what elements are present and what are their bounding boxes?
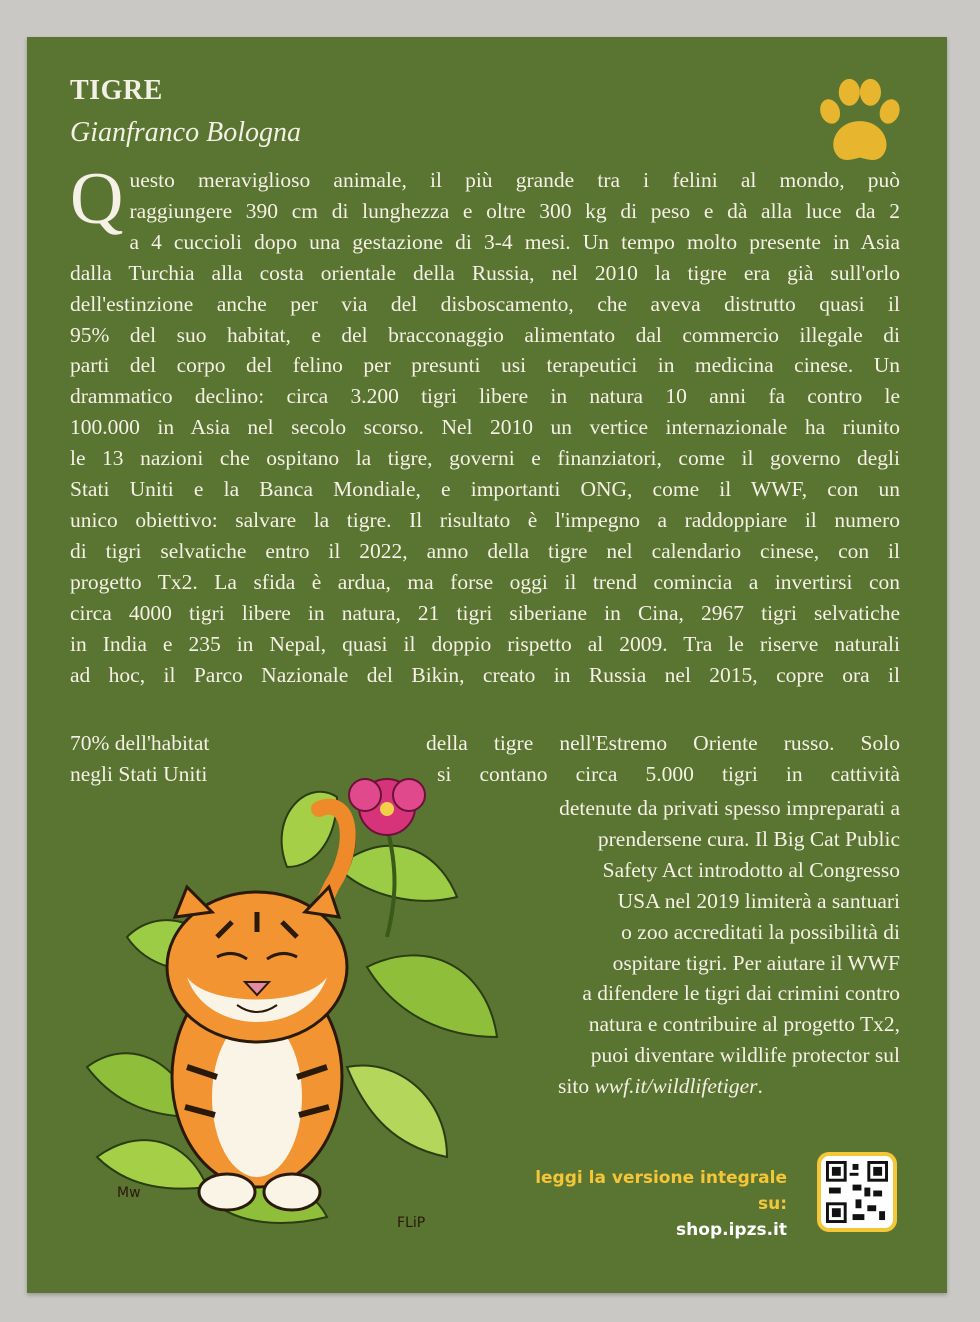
text-line: USA nel 2019 limiterà a santuari bbox=[617, 888, 900, 913]
text-line: drammatico declino: circa 3.200 tigri libere in natura 10 anni fa contro le bbox=[70, 384, 900, 409]
text-line: raggiungere 390 cm di lunghezza e oltre 300 kg di peso e dà alla luce da 2 bbox=[129, 198, 900, 223]
text-line: unico obiettivo: salvare la tigre. Il risultato è l'impegno a raddoppiare il numero bbox=[70, 507, 900, 532]
text-line: parti del corpo del felino per presunti usi terapeutici in medicina cinese. Un bbox=[70, 353, 900, 378]
tiger bbox=[167, 803, 354, 1210]
tiger-illustration bbox=[67, 737, 507, 1237]
artist-signature-left: Mw bbox=[117, 1185, 141, 1201]
text-line: di tigri selvatiche entro il 2022, anno della tigre nel calendario cinese, con il bbox=[70, 538, 900, 563]
text-line: progetto Tx2. La sfida è ardua, ma forse oggi il trend comincia a invertirsi con bbox=[70, 569, 900, 594]
text-line: le 13 nazioni che ospitano la tigre, governi e finanziatori, come il governo degli bbox=[70, 446, 900, 471]
wwf-link[interactable]: wwf.it/wildlifetiger bbox=[594, 1074, 758, 1099]
split-line-right: si contano circa 5.000 tigri in cattività bbox=[437, 762, 900, 786]
card-title: TIGRE bbox=[70, 75, 163, 106]
text-line: detenute da privati spesso impreparati a bbox=[559, 796, 900, 820]
text-line: 100.000 in Asia nel secolo scorso. Nel 2010 un vertice internazionale ha riunito bbox=[70, 415, 900, 440]
text-line: uesto meraviglioso animale, il più grande tra i felini al mondo, può bbox=[129, 168, 900, 192]
promo-url[interactable]: shop.ipzs.it bbox=[676, 1220, 787, 1240]
text-line: circa 4000 tigri libere in natura, 21 tigri siberiane in Cina, 2967 tigri selvatiche bbox=[70, 600, 900, 625]
split-line-right: della tigre nell'Estremo Oriente russo. Solo bbox=[426, 731, 900, 755]
text-line: dalla Turchia alla costa orientale della Russia, nel 2010 la tigre era già sull'orlo bbox=[70, 260, 900, 285]
text-line: puoi diventare wildlife protector sul bbox=[590, 1043, 900, 1068]
text-line: a 4 cuccioli dopo una gestazione di 3-4 mesi. Un tempo molto presente in Asia bbox=[129, 229, 900, 254]
qr-code-icon[interactable] bbox=[817, 1152, 897, 1232]
text-line: Stati Uniti e la Banca Mondiale, e importanti ONG, come il WWF, con un bbox=[70, 477, 900, 502]
paw-icon bbox=[809, 75, 905, 171]
article-body bbox=[70, 158, 900, 690]
text-line: ospitare tigri. Per aiutare il WWF bbox=[612, 950, 900, 975]
final-suffix: . bbox=[757, 1074, 763, 1099]
promo-block bbox=[517, 1165, 787, 1243]
right-column bbox=[480, 793, 900, 1102]
text-line: prendersene cura. Il Big Cat Public bbox=[597, 826, 900, 851]
card-author: Gianfranco Bologna bbox=[70, 117, 301, 148]
qr-code-pattern bbox=[826, 1161, 888, 1223]
text-line: Safety Act introdotto al Congresso bbox=[602, 857, 900, 882]
drop-cap: Q bbox=[70, 158, 124, 240]
artist-signature-right: FLiP bbox=[397, 1215, 426, 1231]
promo-label: leggi la versione integrale su: bbox=[535, 1168, 787, 1214]
text-line: 95% del suo habitat, e del bracconaggio alimentato dal commercio illegale di bbox=[70, 322, 900, 347]
text-line: dell'estinzione anche per via del disboscamento, che aveva distrutto quasi il bbox=[70, 291, 900, 316]
text-line: o zoo accreditati la possibilità di bbox=[621, 919, 900, 944]
text-line: natura e contribuire al progetto Tx2, bbox=[588, 1012, 900, 1037]
text-line-final bbox=[480, 1071, 900, 1102]
final-prefix: sito bbox=[558, 1074, 595, 1099]
text-line: ad hoc, il Parco Nazionale del Bikin, creato in Russia nel 2015, copre ora il bbox=[70, 662, 900, 687]
postcard bbox=[27, 37, 947, 1293]
text-line: in India e 235 in Nepal, quasi il doppio rispetto al 2009. Tra le riserve naturali bbox=[70, 631, 900, 656]
split-line-left: 70% dell'habitat bbox=[70, 731, 210, 755]
text-line: a difendere le tigri dai crimini contro bbox=[582, 981, 900, 1006]
split-line-left: negli Stati Uniti bbox=[70, 762, 208, 786]
